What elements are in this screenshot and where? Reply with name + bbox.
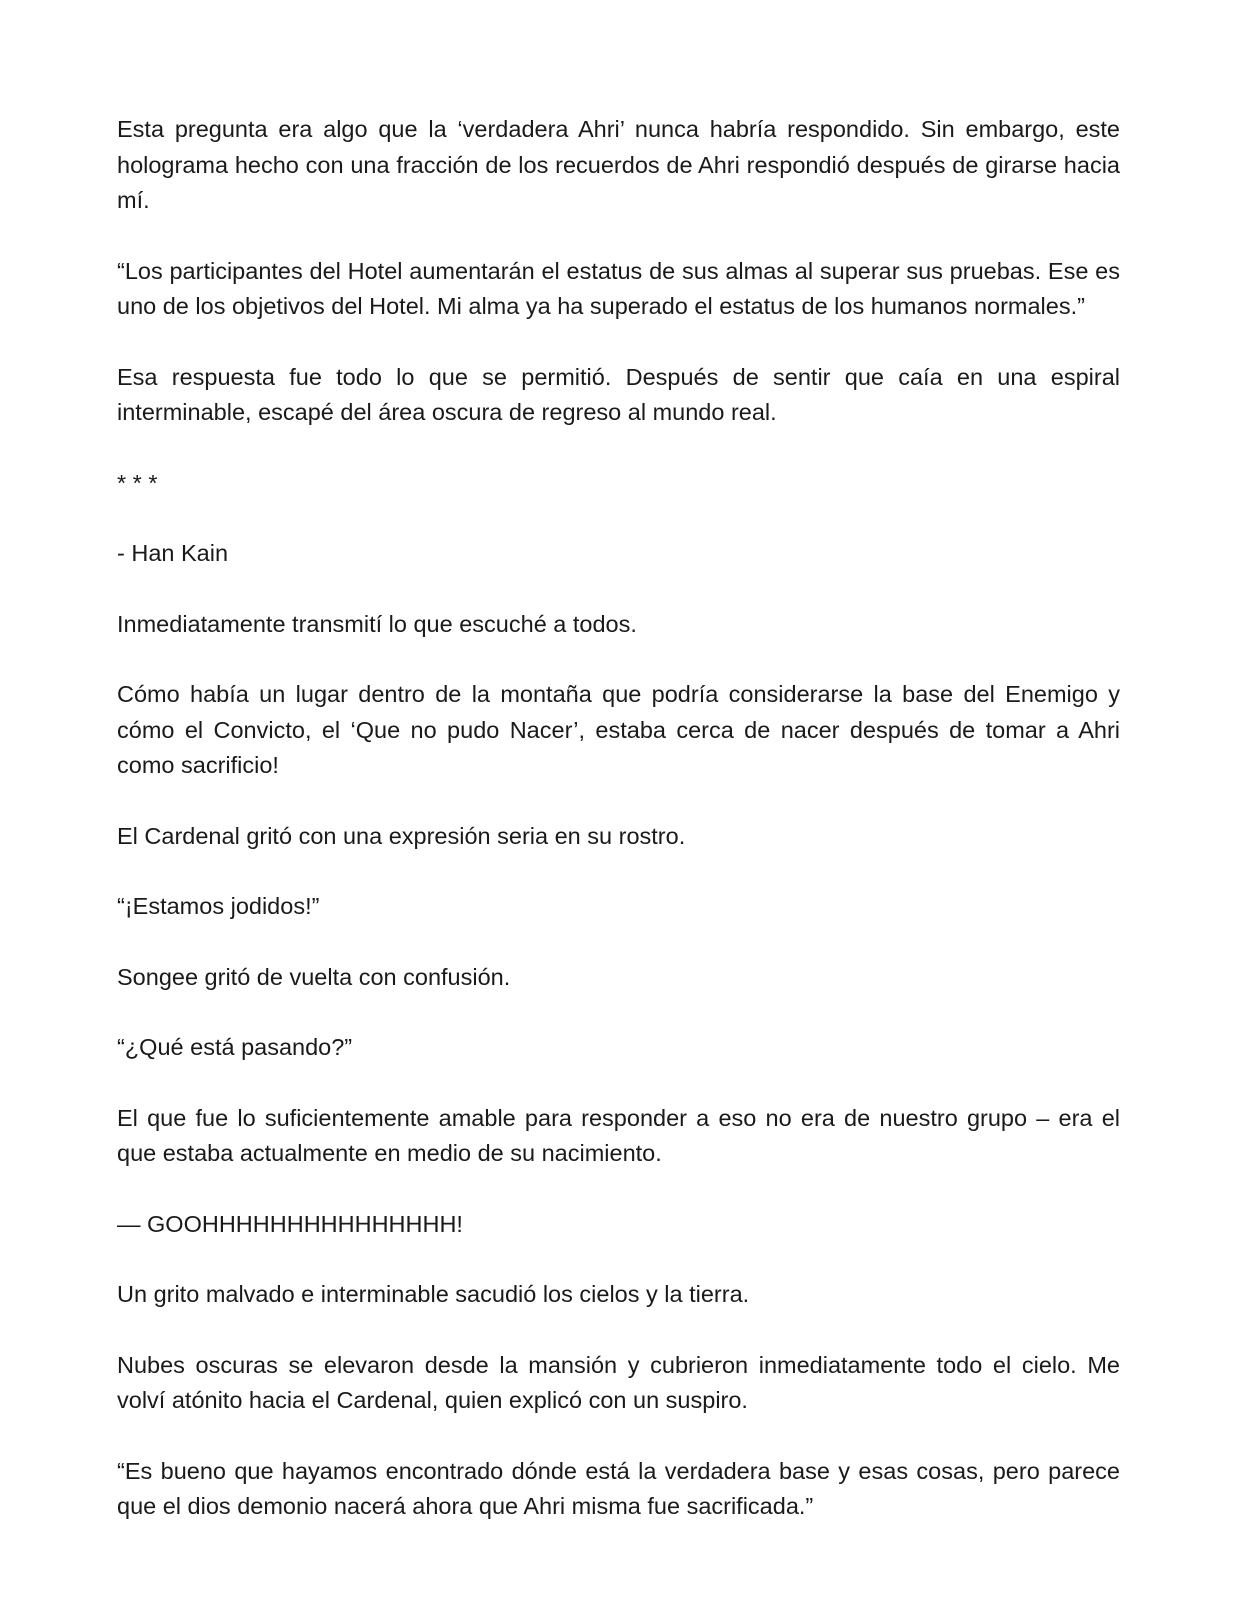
paragraph: Esta pregunta era algo que la ‘verdadera Ahri’ nunca habría respondido. Sin embargo, este holograma hecho con una fracción de los recuerdos de Ahri respondió después de girarse hacia mí. <box>117 116 1120 213</box>
paragraph: Esa respuesta fue todo lo que se permitió. Después de sentir que caía en una espiral interminable, escapé del área oscura de regreso al mundo real. <box>117 363 1120 425</box>
paragraph: “Es bueno que hayamos encontrado dónde está la verdadera base y esas cosas, pero parece que el dios demonio nacerá ahora que Ahri misma fue sacrificada.” <box>117 1457 1120 1519</box>
pov-header: - Han Kain <box>117 540 229 566</box>
dialogue-line: “¡Estamos jodidos!” <box>117 893 320 919</box>
paragraph: El que fue lo suficientemente amable para responder a eso no era de nuestro grupo – era el que estaba actualmente en medio de su nacimiento. <box>117 1104 1120 1166</box>
paragraph: “Los participantes del Hotel aumentarán el estatus de sus almas al superar sus pruebas. Ese es uno de los objetivos del Hotel. Mi alma ya ha superado el estatus de los humanos normales.” <box>117 257 1120 319</box>
scene-break: * * * <box>117 469 158 496</box>
paragraph: Un grito malvado e interminable sacudió los cielos y la tierra. <box>117 1281 750 1307</box>
paragraph: Nubes oscuras se elevaron desde la mansión y cubrieron inmediatamente todo el cielo. Me volví atónito hacia el Cardenal, quien explicó con un suspiro. <box>117 1351 1120 1413</box>
document-page <box>117 112 1120 1560</box>
paragraph: El Cardenal gritó con una expresión seria en su rostro. <box>117 822 686 849</box>
shout-line: — GOOHHHHHHHHHHHHHHH! <box>117 1210 463 1237</box>
dialogue-line: “¿Qué está pasando?” <box>117 1034 353 1060</box>
paragraph: Inmediatamente transmití lo que escuché a todos. <box>117 610 637 637</box>
paragraph: Songee gritó de vuelta con confusión. <box>117 963 511 990</box>
paragraph: Cómo había un lugar dentro de la montaña que podría considerarse la base del Enemigo y cómo el Convicto, el ‘Que no pudo Nacer’, estaba cerca de nacer después de tomar a Ahri como sacrificio! <box>117 681 1120 778</box>
